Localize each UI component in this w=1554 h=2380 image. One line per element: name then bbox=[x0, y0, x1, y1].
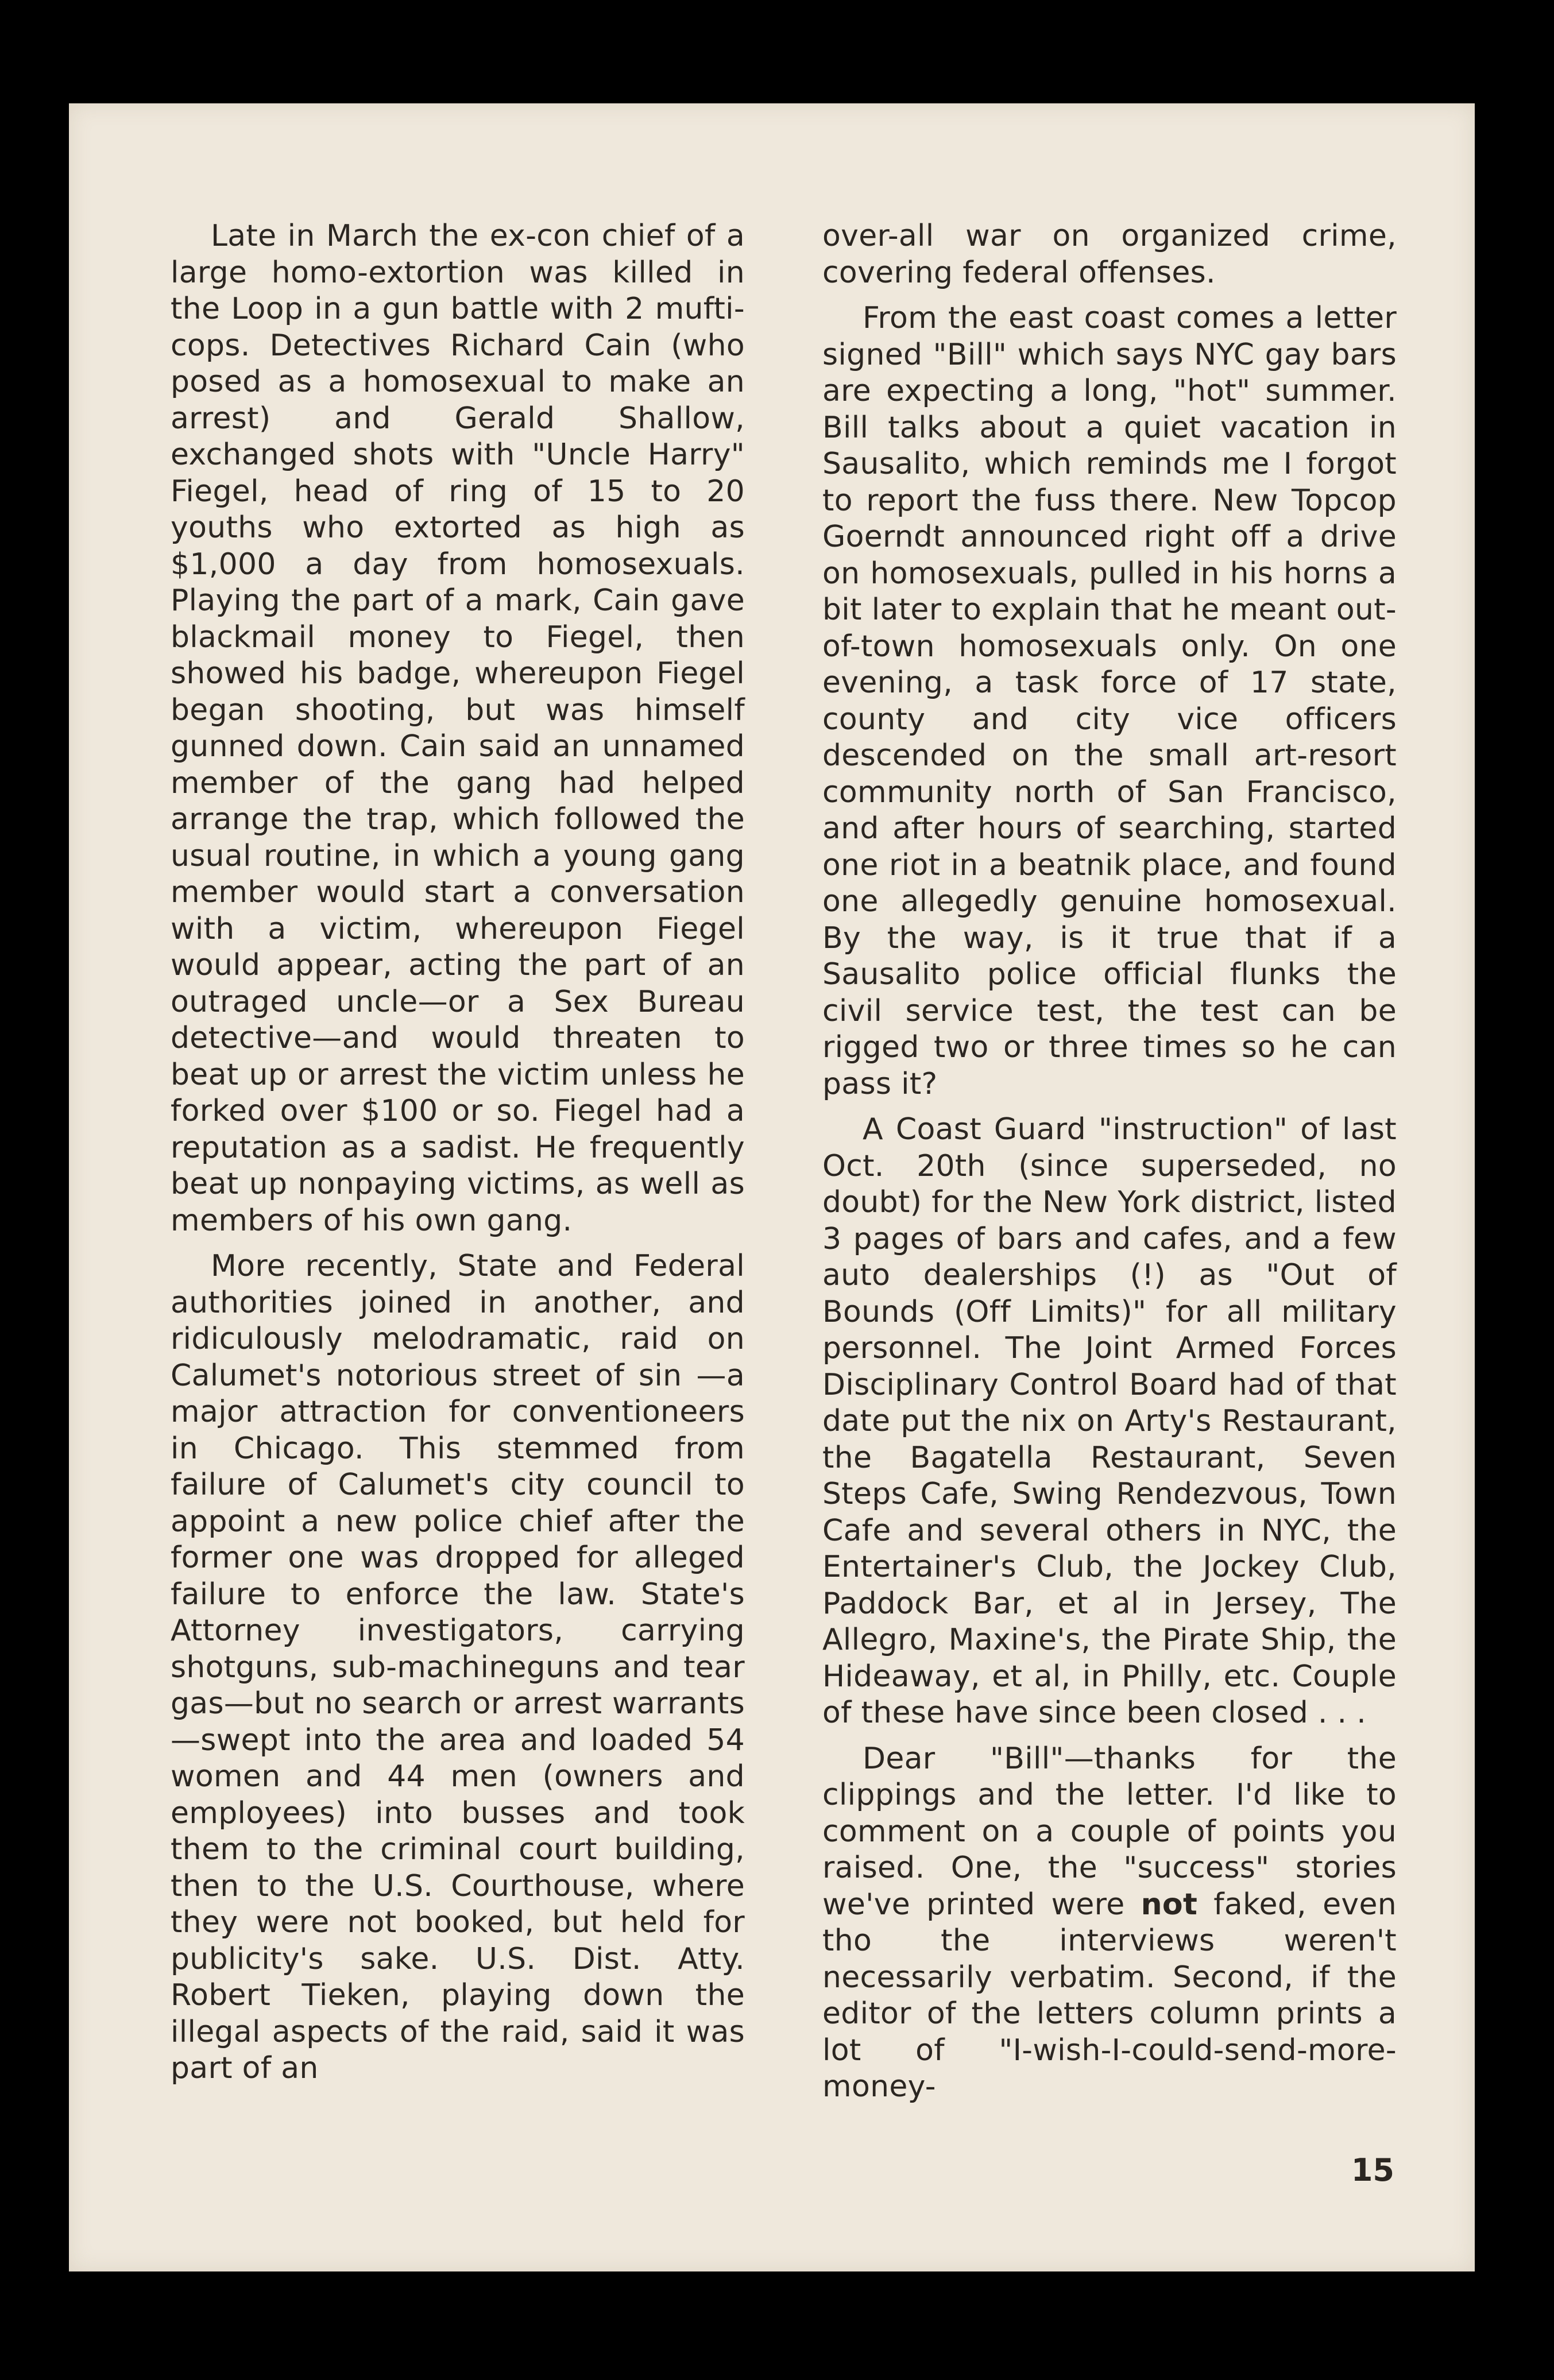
paragraph-text: faked, even tho the interviews weren't necessarily verbatim. Second, if the editor of the letters column prints a lot of "I-wish-I-could-send-more-money- bbox=[822, 1887, 1397, 2104]
paragraph-continuation: over-all war on organized crime, covering federal offenses. bbox=[822, 219, 1397, 290]
right-column bbox=[822, 218, 1397, 2115]
paragraph: From the east coast comes a letter signed "Bill" which says NYC gay bars are expecting a long, "hot" summer. Bill talks about a quiet vacation in Sausalito, which reminds me I forgot to report the fuss there. New Topcop Goerndt announced right off a drive on homosexuals, pulled in his horns a bit later to explain that he meant out-of-town homosexuals only. On one evening, a task force of 17 state, county and city vice officers descended on the small art-resort community north of San Francisco, and after hours of searching, started one riot in a beatnik place, and found one allegedly genuine homosexual. By the way, is it true that if a Sausalito police official flunks the civil service test, the test can be rigged two or three times so he can pass it? bbox=[822, 301, 1397, 1101]
paragraph: A Coast Guard "instruction" of last Oct. 20th (since superseded, no doubt) for the New York district, listed 3 pages of bars and cafes, and a few auto dealerships (!) as "Out of Bounds (Off Limits)" for all military personnel. The Joint Armed Forces Disciplinary Control Board had of that date put the nix on Arty's Restaurant, the Bagatella Restaurant, Seven Steps Cafe, Swing Rendezvous, Town Cafe and several others in NYC, the Entertainer's Club, the Jockey Club, Paddock Bar, et al in Jersey, The Allegro, Maxine's, the Pirate Ship, the Hideaway, et al, in Philly, etc. Couple of these have since been closed . . . bbox=[822, 1112, 1397, 1730]
magazine-page bbox=[69, 103, 1475, 2271]
paragraph bbox=[822, 1741, 1397, 2106]
page-number: 15 bbox=[1351, 2152, 1394, 2188]
paragraph-text: Dear "Bill"—thanks for the clippings and the letter. I'd like to comment on a couple of points you raised. One, the "success" stories we've printed were bbox=[822, 1741, 1397, 1922]
paragraph: More recently, State and Federal authorities joined in another, and ridiculously melodramatic, raid on Calumet's notorious street of sin —a major attraction for conventioneers in Chicago. This stemmed from failure of Calumet's city council to appoint a new police chief after the former one was dropped for alleged failure to enforce the law. State's Attorney investigators, carrying shotguns, sub-machineguns and tear gas—but no search or arrest warrants—swept into the area and loaded 54 women and 44 men (owners and employees) into busses and took them to the criminal court building, then to the U.S. Courthouse, where they were not booked, but held for publicity's sake. U.S. Dist. Atty. Robert Tieken, playing down the illegal aspects of the raid, said it was part of an bbox=[171, 1249, 745, 2085]
left-column bbox=[171, 218, 745, 2096]
bold-word: not bbox=[1141, 1887, 1198, 1922]
paragraph: Late in March the ex-con chief of a large homo-extortion was killed in the Loop in a gun battle with 2 mufti-cops. Detectives Richard Cain (who posed as a homosexual to make an arrest) and Gerald Shallow, exchanged shots with "Uncle Harry" Fiegel, head of ring of 15 to 20 youths who extorted as high as $1,000 a day from homosexuals. Playing the part of a mark, Cain gave blackmail money to Fiegel, then showed his badge, whereupon Fiegel began shooting, but was himself gunned down. Cain said an unnamed member of the gang had helped arrange the trap, which followed the usual routine, in which a young gang member would start a conversation with a victim, whereupon Fiegel would appear, acting the part of an outraged uncle—or a Sex Bureau detective—and would threaten to beat up or arrest the victim unless he forked over $100 or so. Fiegel had a reputation as a sadist. He frequently beat up nonpaying victims, as well as members of his own gang. bbox=[171, 219, 745, 1238]
